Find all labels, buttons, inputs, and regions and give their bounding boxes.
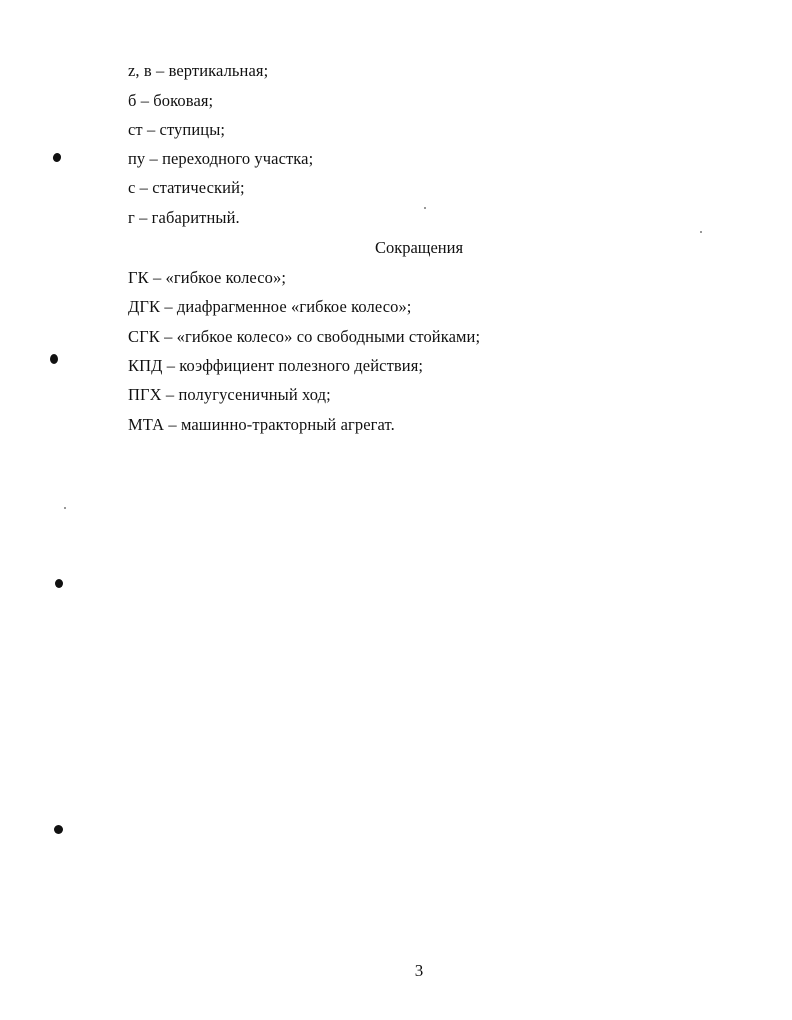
abbreviation-line-dgk: ДГК – диафрагменное «гибкое колесо»; xyxy=(128,297,412,316)
abbreviation-line-sgk: СГК – «гибкое колесо» со свободными стойками; xyxy=(128,327,481,346)
abbreviation-line-kpd: КПД – коэффициент полезного действия; xyxy=(128,356,424,375)
scan-speck xyxy=(700,231,702,233)
punch-hole-mark xyxy=(55,579,63,588)
punch-hole-mark xyxy=(52,152,63,163)
subscript-line-hub: ст – ступицы; xyxy=(128,120,226,139)
subscript-line-transition: пу – переходного участка; xyxy=(128,149,314,168)
subscript-line-overall: г – габаритный. xyxy=(128,208,240,227)
page-number: 3 xyxy=(414,961,424,980)
subscript-line-lateral: б – боковая; xyxy=(128,91,214,110)
abbreviation-line-pgkh: ПГХ – полугусеничный ход; xyxy=(128,385,331,404)
scan-speck xyxy=(64,507,66,509)
abbreviation-line-gk: ГК – «гибкое колесо»; xyxy=(128,268,287,287)
punch-hole-mark xyxy=(50,354,58,364)
subscript-line-static: с – статический; xyxy=(128,178,245,197)
scan-speck xyxy=(424,207,426,209)
abbreviations-heading: Сокращения xyxy=(374,238,464,257)
abbreviation-line-mta: МТА – машинно-тракторный агрегат. xyxy=(128,415,395,434)
subscript-line-vertical: z, в – вертикальная; xyxy=(128,61,269,80)
punch-hole-mark xyxy=(54,825,63,834)
